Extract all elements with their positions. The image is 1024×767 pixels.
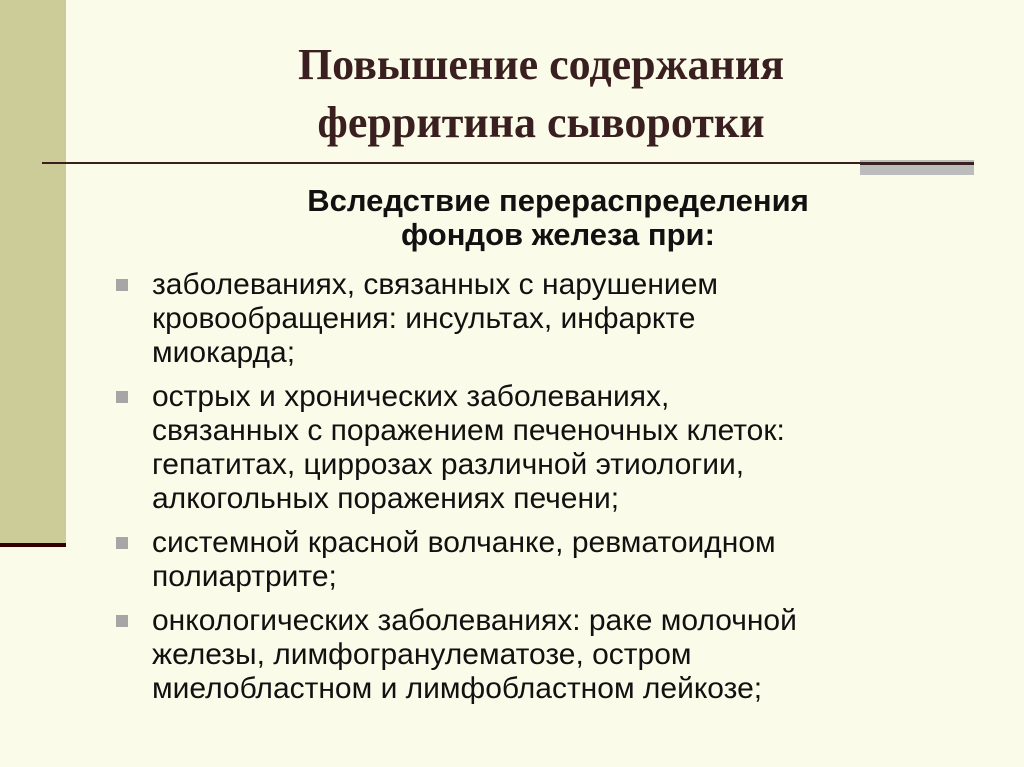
subtitle-line-1: Вследствие перераспределения [307, 183, 809, 218]
bullet-line: миокарда; [152, 336, 296, 369]
bullet-line: алкогольных поражениях печени; [152, 482, 620, 515]
title-divider [42, 162, 974, 164]
bullet-item [106, 268, 996, 370]
square-bullet-icon [116, 615, 128, 627]
bullet-line: миелобластном и лимфобластном лейкозе; [152, 672, 763, 705]
bullet-line: острых и хронических заболеваниях, [152, 380, 670, 413]
subtitle-line-2: фондов железа при: [401, 217, 715, 252]
title-line-1: Повышение содержания [297, 40, 785, 89]
bullet-line: железы, лимфогранулематозе, остром [152, 638, 692, 671]
bullet-line: связанных с поражением печеночных клеток: [152, 414, 785, 447]
bullet-item [106, 526, 996, 594]
title-divider-accent-line [860, 162, 974, 165]
bullet-item [106, 604, 996, 706]
bullet-list [106, 268, 996, 716]
bullet-line: онкологических заболеваниях: раке молочной [152, 604, 797, 637]
bullet-line: заболеваниях, связанных с нарушением [152, 268, 719, 301]
slide-subtitle [150, 184, 966, 252]
square-bullet-icon [116, 537, 128, 549]
side-accent-line [0, 543, 66, 547]
bullet-line: полиартрите; [152, 560, 337, 593]
bullet-line: гепатитах, циррозах различной этиологии, [152, 448, 745, 481]
bullet-item [106, 380, 996, 516]
square-bullet-icon [116, 391, 128, 403]
square-bullet-icon [116, 279, 128, 291]
side-accent-band [0, 0, 66, 545]
bullet-line: кровообращения: инсультах, инфаркте [152, 302, 696, 335]
bullet-line: системной красной волчанке, ревматоидном [152, 526, 776, 559]
title-line-2: ферритина сыворотки [317, 98, 765, 147]
slide-title [96, 36, 986, 152]
